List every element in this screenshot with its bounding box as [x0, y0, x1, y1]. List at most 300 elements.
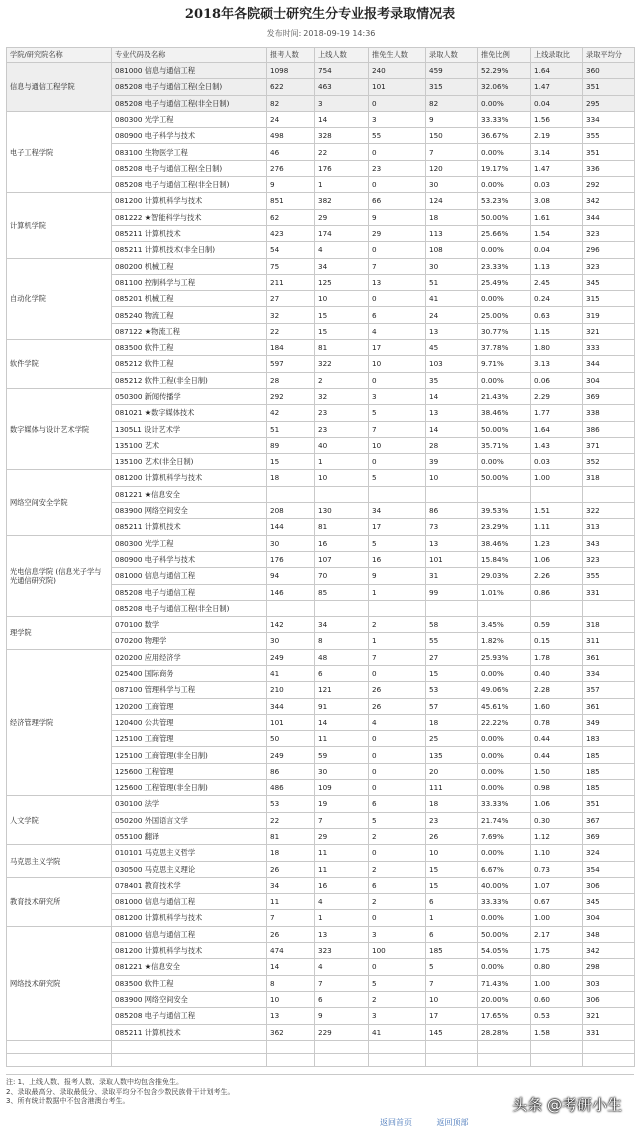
qualified-admit-ratio-cell: 3.13 — [531, 356, 583, 372]
major-cell: 083500 软件工程 — [112, 340, 267, 356]
header-qualified: 上线人数 — [315, 48, 369, 63]
major-cell: 081200 计算机科学与技术 — [112, 470, 267, 486]
qualified-cell: 32 — [315, 388, 369, 404]
qualified-admit-ratio-cell: 1.00 — [531, 975, 583, 991]
applicants-cell: 28 — [267, 372, 315, 388]
major-cell: 080300 光学工程 — [112, 111, 267, 127]
qualified-admit-ratio-cell: 0.98 — [531, 780, 583, 796]
admitted-cell: 1 — [426, 910, 478, 926]
empty-cell — [583, 1053, 635, 1066]
admitted-cell: 86 — [426, 503, 478, 519]
applicants-cell: 8 — [267, 975, 315, 991]
back-top-link[interactable]: 返回顶部 — [436, 1118, 469, 1127]
college-name-cell: 人文学院 — [7, 796, 112, 845]
admitted-cell: 41 — [426, 291, 478, 307]
empty-cell — [426, 1040, 478, 1053]
qualified-admit-ratio-cell: 1.11 — [531, 519, 583, 535]
recommended-cell: 26 — [369, 682, 426, 698]
major-cell: 125100 工商管理 — [112, 731, 267, 747]
major-cell: 087100 管理科学与工程 — [112, 682, 267, 698]
qualified-admit-ratio-cell: 1.75 — [531, 943, 583, 959]
recommended-cell: 26 — [369, 698, 426, 714]
qualified-cell: 125 — [315, 274, 369, 290]
back-home-link[interactable]: 返回首页 — [380, 1118, 412, 1127]
publish-time — [0, 28, 640, 39]
average-score-cell: 298 — [583, 959, 635, 975]
admitted-cell — [426, 486, 478, 502]
major-cell: 085211 计算机技术 — [112, 1024, 267, 1040]
table-row — [7, 63, 635, 79]
recommend-ratio-cell: 50.00% — [478, 926, 531, 942]
qualified-admit-ratio-cell: 0.24 — [531, 291, 583, 307]
page-title: 2018年各院硕士研究生分专业报考录取情况表 — [184, 7, 456, 22]
qualified-admit-ratio-cell: 0.04 — [531, 95, 583, 111]
applicants-cell: 18 — [267, 845, 315, 861]
major-cell: 081000 信息与通信工程 — [112, 63, 267, 79]
recommended-cell: 7 — [369, 649, 426, 665]
applicants-cell: 486 — [267, 780, 315, 796]
qualified-admit-ratio-cell: 2.19 — [531, 128, 583, 144]
applicants-cell: 11 — [267, 894, 315, 910]
average-score-cell: 323 — [583, 551, 635, 567]
average-score-cell: 323 — [583, 225, 635, 241]
recommend-ratio-cell: 1.82% — [478, 633, 531, 649]
major-cell: 030500 马克思主义理论 — [112, 861, 267, 877]
qualified-admit-ratio-cell: 1.51 — [531, 503, 583, 519]
major-cell: 010101 马克思主义哲学 — [112, 845, 267, 861]
recommend-ratio-cell: 23.33% — [478, 258, 531, 274]
admitted-cell: 73 — [426, 519, 478, 535]
applicants-cell: 27 — [267, 291, 315, 307]
recommended-cell: 6 — [369, 877, 426, 893]
recommended-cell: 3 — [369, 111, 426, 127]
empty-cell — [369, 1040, 426, 1053]
recommended-cell: 1 — [369, 633, 426, 649]
applicants-cell: 423 — [267, 225, 315, 241]
applicants-cell: 15 — [267, 454, 315, 470]
major-cell: 081200 计算机科学与技术 — [112, 943, 267, 959]
average-score-cell: 331 — [583, 584, 635, 600]
admitted-cell: 6 — [426, 894, 478, 910]
qualified-cell: 30 — [315, 763, 369, 779]
average-score-cell: 386 — [583, 421, 635, 437]
qualified-cell: 10 — [315, 291, 369, 307]
qualified-admit-ratio-cell: 1.07 — [531, 877, 583, 893]
recommended-cell: 17 — [369, 519, 426, 535]
college-name-cell: 网络技术研究院 — [7, 926, 112, 1040]
qualified-cell: 107 — [315, 551, 369, 567]
average-score-cell: 323 — [583, 258, 635, 274]
recommend-ratio-cell: 0.00% — [478, 144, 531, 160]
recommended-cell: 5 — [369, 405, 426, 421]
admitted-cell: 14 — [426, 421, 478, 437]
header-recommend-ratio: 推免比例 — [478, 48, 531, 63]
recommend-ratio-cell: 19.17% — [478, 160, 531, 176]
average-score-cell: 349 — [583, 714, 635, 730]
recommended-cell: 6 — [369, 307, 426, 323]
qualified-admit-ratio-cell: 1.06 — [531, 551, 583, 567]
table-row — [7, 535, 635, 551]
college-name-cell: 自动化学院 — [7, 258, 112, 339]
admitted-cell: 23 — [426, 812, 478, 828]
qualified-cell: 59 — [315, 747, 369, 763]
average-score-cell: 371 — [583, 437, 635, 453]
average-score-cell: 343 — [583, 535, 635, 551]
applicants-cell: 146 — [267, 584, 315, 600]
major-cell: 030100 法学 — [112, 796, 267, 812]
admitted-cell: 113 — [426, 225, 478, 241]
major-cell: 081221 ★信息安全 — [112, 486, 267, 502]
recommended-cell: 101 — [369, 79, 426, 95]
recommended-cell: 17 — [369, 340, 426, 356]
major-cell: 085212 软件工程(非全日制) — [112, 372, 267, 388]
qualified-cell: 4 — [315, 959, 369, 975]
admitted-cell: 7 — [426, 975, 478, 991]
major-cell: 135100 艺术 — [112, 437, 267, 453]
applicants-cell: 24 — [267, 111, 315, 127]
recommended-cell: 7 — [369, 421, 426, 437]
qualified-cell: 121 — [315, 682, 369, 698]
qualified-admit-ratio-cell: 2.17 — [531, 926, 583, 942]
recommended-cell: 5 — [369, 470, 426, 486]
recommend-ratio-cell: 50.00% — [478, 470, 531, 486]
qualified-admit-ratio-cell: 0.06 — [531, 372, 583, 388]
recommend-ratio-cell: 23.29% — [478, 519, 531, 535]
recommended-cell: 0 — [369, 780, 426, 796]
recommended-cell: 4 — [369, 714, 426, 730]
average-score-cell: 303 — [583, 975, 635, 991]
major-cell: 085208 电子与通信工程 — [112, 584, 267, 600]
qualified-cell: 2 — [315, 372, 369, 388]
bottom-links — [380, 1117, 491, 1128]
qualified-cell: 16 — [315, 535, 369, 551]
recommend-ratio-cell: 0.00% — [478, 372, 531, 388]
applicants-cell: 51 — [267, 421, 315, 437]
admitted-cell: 15 — [426, 665, 478, 681]
major-cell: 085211 计算机技术 — [112, 519, 267, 535]
recommend-ratio-cell: 52.29% — [478, 63, 531, 79]
recommend-ratio-cell: 21.43% — [478, 388, 531, 404]
qualified-cell: 754 — [315, 63, 369, 79]
applicants-cell: 210 — [267, 682, 315, 698]
recommended-cell: 41 — [369, 1024, 426, 1040]
applicants-cell: 18 — [267, 470, 315, 486]
recommend-ratio-cell — [478, 486, 531, 502]
table-row — [7, 877, 635, 893]
qualified-admit-ratio-cell: 0.80 — [531, 959, 583, 975]
qualified-cell: 463 — [315, 79, 369, 95]
qualified-admit-ratio-cell: 0.86 — [531, 584, 583, 600]
qualified-admit-ratio-cell: 1.10 — [531, 845, 583, 861]
average-score-cell: 367 — [583, 812, 635, 828]
empty-cell — [478, 1053, 531, 1066]
average-score-cell: 352 — [583, 454, 635, 470]
qualified-admit-ratio-cell: 1.54 — [531, 225, 583, 241]
table-row — [7, 470, 635, 486]
average-score-cell: 345 — [583, 894, 635, 910]
qualified-admit-ratio-cell: 0.30 — [531, 812, 583, 828]
average-score-cell: 322 — [583, 503, 635, 519]
empty-cell — [369, 1053, 426, 1066]
admitted-cell: 101 — [426, 551, 478, 567]
recommended-cell: 0 — [369, 763, 426, 779]
qualified-cell: 70 — [315, 568, 369, 584]
qualified-admit-ratio-cell: 1.23 — [531, 535, 583, 551]
table-row — [7, 926, 635, 942]
recommended-cell: 5 — [369, 975, 426, 991]
recommend-ratio-cell: 17.65% — [478, 1008, 531, 1024]
applicants-cell: 32 — [267, 307, 315, 323]
qualified-admit-ratio-cell: 3.14 — [531, 144, 583, 160]
average-score-cell: 369 — [583, 828, 635, 844]
average-score-cell: 324 — [583, 845, 635, 861]
qualified-cell: 81 — [315, 519, 369, 535]
major-cell: 081000 信息与通信工程 — [112, 894, 267, 910]
major-cell: 070100 数学 — [112, 617, 267, 633]
qualified-cell: 15 — [315, 323, 369, 339]
admitted-cell: 111 — [426, 780, 478, 796]
average-score-cell: 185 — [583, 780, 635, 796]
average-score-cell: 369 — [583, 388, 635, 404]
header-qualified-admit-ratio: 上线录取比 — [531, 48, 583, 63]
average-score-cell: 342 — [583, 943, 635, 959]
empty-cell — [531, 1053, 583, 1066]
recommend-ratio-cell: 39.53% — [478, 503, 531, 519]
average-score-cell: 306 — [583, 877, 635, 893]
major-cell: 085208 电子与通信工程(全日制) — [112, 79, 267, 95]
average-score-cell: 361 — [583, 649, 635, 665]
average-score-cell: 351 — [583, 79, 635, 95]
recommend-ratio-cell: 0.00% — [478, 731, 531, 747]
college-name-cell: 经济管理学院 — [7, 649, 112, 796]
major-cell: 055100 翻译 — [112, 828, 267, 844]
admitted-cell: 145 — [426, 1024, 478, 1040]
admitted-cell: 13 — [426, 405, 478, 421]
average-score-cell: 348 — [583, 926, 635, 942]
admitted-cell: 31 — [426, 568, 478, 584]
major-cell: 083900 网络空间安全 — [112, 991, 267, 1007]
qualified-admit-ratio-cell: 0.63 — [531, 307, 583, 323]
header-major: 专业代码及名称 — [112, 48, 267, 63]
header-applicants: 报考人数 — [267, 48, 315, 63]
empty-cell — [531, 1040, 583, 1053]
header-recommended: 推免生人数 — [369, 48, 426, 63]
admitted-cell: 9 — [426, 111, 478, 127]
qualified-cell: 11 — [315, 845, 369, 861]
average-score-cell: 311 — [583, 633, 635, 649]
admitted-cell: 51 — [426, 274, 478, 290]
average-score-cell: 342 — [583, 193, 635, 209]
average-score-cell — [583, 486, 635, 502]
recommend-ratio-cell: 28.28% — [478, 1024, 531, 1040]
recommended-cell: 240 — [369, 63, 426, 79]
major-cell: 080900 电子科学与技术 — [112, 128, 267, 144]
applicants-cell: 176 — [267, 551, 315, 567]
qualified-admit-ratio-cell: 1.61 — [531, 209, 583, 225]
publish-time-label: 发布时间: — [266, 29, 302, 38]
applicants-cell: 22 — [267, 323, 315, 339]
qualified-cell: 3 — [315, 95, 369, 111]
recommended-cell — [369, 486, 426, 502]
applicants-cell: 344 — [267, 698, 315, 714]
recommend-ratio-cell: 25.93% — [478, 649, 531, 665]
college-name-cell: 信息与通信工程学院 — [7, 63, 112, 112]
qualified-admit-ratio-cell: 0.40 — [531, 665, 583, 681]
average-score-cell: 185 — [583, 763, 635, 779]
admitted-cell: 58 — [426, 617, 478, 633]
average-score-cell: 295 — [583, 95, 635, 111]
applicants-cell: 622 — [267, 79, 315, 95]
college-name-cell: 电子工程学院 — [7, 111, 112, 192]
average-score-cell: 354 — [583, 861, 635, 877]
recommend-ratio-cell: 40.00% — [478, 877, 531, 893]
recommended-cell: 0 — [369, 747, 426, 763]
applicants-cell: 41 — [267, 665, 315, 681]
qualified-admit-ratio-cell: 2.26 — [531, 568, 583, 584]
recommend-ratio-cell: 30.77% — [478, 323, 531, 339]
average-score-cell: 344 — [583, 209, 635, 225]
recommended-cell: 16 — [369, 551, 426, 567]
empty-cell — [112, 1040, 267, 1053]
average-score-cell: 306 — [583, 991, 635, 1007]
qualified-cell: 40 — [315, 437, 369, 453]
applicants-cell: 75 — [267, 258, 315, 274]
applicants-cell: 26 — [267, 926, 315, 942]
major-cell: 085208 电子与通信工程(非全日制) — [112, 177, 267, 193]
recommended-cell: 34 — [369, 503, 426, 519]
average-score-cell: 321 — [583, 323, 635, 339]
qualified-cell: 1 — [315, 454, 369, 470]
recommend-ratio-cell: 35.71% — [478, 437, 531, 453]
major-cell: 081200 计算机科学与技术 — [112, 193, 267, 209]
admitted-cell: 15 — [426, 877, 478, 893]
admitted-cell: 7 — [426, 144, 478, 160]
recommended-cell: 0 — [369, 372, 426, 388]
recommended-cell: 0 — [369, 910, 426, 926]
college-name-cell: 马克思主义学院 — [7, 845, 112, 878]
qualified-admit-ratio-cell: 0.53 — [531, 1008, 583, 1024]
qualified-cell — [315, 600, 369, 616]
admitted-cell: 18 — [426, 796, 478, 812]
recommend-ratio-cell: 36.67% — [478, 128, 531, 144]
recommended-cell: 1 — [369, 584, 426, 600]
admitted-cell: 18 — [426, 209, 478, 225]
applicants-cell: 144 — [267, 519, 315, 535]
recommended-cell: 9 — [369, 209, 426, 225]
qualified-cell: 91 — [315, 698, 369, 714]
major-cell: 120200 工商管理 — [112, 698, 267, 714]
table-header-row — [7, 48, 635, 63]
recommend-ratio-cell: 6.67% — [478, 861, 531, 877]
qualified-cell: 29 — [315, 209, 369, 225]
college-name-cell: 网络空间安全学院 — [7, 470, 112, 535]
major-cell: 080300 光学工程 — [112, 535, 267, 551]
empty-cell — [267, 1053, 315, 1066]
qualified-admit-ratio-cell: 0.59 — [531, 617, 583, 633]
recommend-ratio-cell: 38.46% — [478, 405, 531, 421]
admitted-cell: 25 — [426, 731, 478, 747]
qualified-admit-ratio-cell: 2.45 — [531, 274, 583, 290]
qualified-admit-ratio-cell: 0.60 — [531, 991, 583, 1007]
recommend-ratio-cell: 50.00% — [478, 209, 531, 225]
applicants-cell: 142 — [267, 617, 315, 633]
empty-cell — [267, 1040, 315, 1053]
qualified-cell: 322 — [315, 356, 369, 372]
footnote: 2、录取最高分、录取最低分、录取平均分不包含少数民族骨干计划考生。 — [6, 1087, 235, 1096]
major-cell: 125100 工商管理(非全日制) — [112, 747, 267, 763]
recommend-ratio-cell: 25.49% — [478, 274, 531, 290]
major-cell: 070200 物理学 — [112, 633, 267, 649]
qualified-cell: 23 — [315, 405, 369, 421]
recommend-ratio-cell: 25.00% — [478, 307, 531, 323]
college-name-cell: 光电信息学院 (信息光子学与光通信研究院) — [7, 535, 112, 616]
recommended-cell: 100 — [369, 943, 426, 959]
admitted-cell: 24 — [426, 307, 478, 323]
recommend-ratio-cell: 33.33% — [478, 111, 531, 127]
qualified-cell: 9 — [315, 1008, 369, 1024]
admitted-cell: 18 — [426, 714, 478, 730]
qualified-admit-ratio-cell: 1.13 — [531, 258, 583, 274]
qualified-admit-ratio-cell: 1.47 — [531, 79, 583, 95]
qualified-cell: 81 — [315, 340, 369, 356]
publish-time-value: 2018-09-19 14:36 — [303, 29, 376, 38]
recommend-ratio-cell: 20.00% — [478, 991, 531, 1007]
major-cell: 085208 电子与通信工程(非全日制) — [112, 600, 267, 616]
recommended-cell: 2 — [369, 828, 426, 844]
recommended-cell: 3 — [369, 388, 426, 404]
recommended-cell: 9 — [369, 568, 426, 584]
admitted-cell: 45 — [426, 340, 478, 356]
recommend-ratio-cell: 0.00% — [478, 763, 531, 779]
recommend-ratio-cell: 38.46% — [478, 535, 531, 551]
qualified-cell: 11 — [315, 861, 369, 877]
major-cell: 081000 信息与通信工程 — [112, 926, 267, 942]
applicants-cell: 597 — [267, 356, 315, 372]
applicants-cell: 362 — [267, 1024, 315, 1040]
recommended-cell: 2 — [369, 617, 426, 633]
qualified-cell: 7 — [315, 812, 369, 828]
qualified-cell: 34 — [315, 258, 369, 274]
average-score-cell: 333 — [583, 340, 635, 356]
qualified-cell: 48 — [315, 649, 369, 665]
recommend-ratio-cell: 25.66% — [478, 225, 531, 241]
average-score-cell: 357 — [583, 682, 635, 698]
admitted-cell: 459 — [426, 63, 478, 79]
applicants-cell: 30 — [267, 633, 315, 649]
qualified-admit-ratio-cell — [531, 486, 583, 502]
applicants-cell: 10 — [267, 991, 315, 1007]
recommend-ratio-cell: 33.33% — [478, 796, 531, 812]
qualified-admit-ratio-cell: 1.60 — [531, 698, 583, 714]
major-cell: 085201 机械工程 — [112, 291, 267, 307]
qualified-admit-ratio-cell: 1.15 — [531, 323, 583, 339]
average-score-cell: 318 — [583, 617, 635, 633]
average-score-cell: 304 — [583, 910, 635, 926]
qualified-admit-ratio-cell: 1.47 — [531, 160, 583, 176]
footnote: 注: 1、上线人数、报考人数、录取人数中均包含推免生。 — [6, 1078, 184, 1086]
recommended-cell: 2 — [369, 991, 426, 1007]
empty-cell — [112, 1053, 267, 1066]
major-cell: 080900 电子科学与技术 — [112, 551, 267, 567]
admitted-cell: 5 — [426, 959, 478, 975]
qualified-cell: 23 — [315, 421, 369, 437]
applicants-cell: 82 — [267, 95, 315, 111]
table-row — [7, 845, 635, 861]
major-cell: 083100 生物医学工程 — [112, 144, 267, 160]
major-cell: 083900 网络空间安全 — [112, 503, 267, 519]
qualified-admit-ratio-cell: 1.64 — [531, 421, 583, 437]
average-score-cell: 292 — [583, 177, 635, 193]
